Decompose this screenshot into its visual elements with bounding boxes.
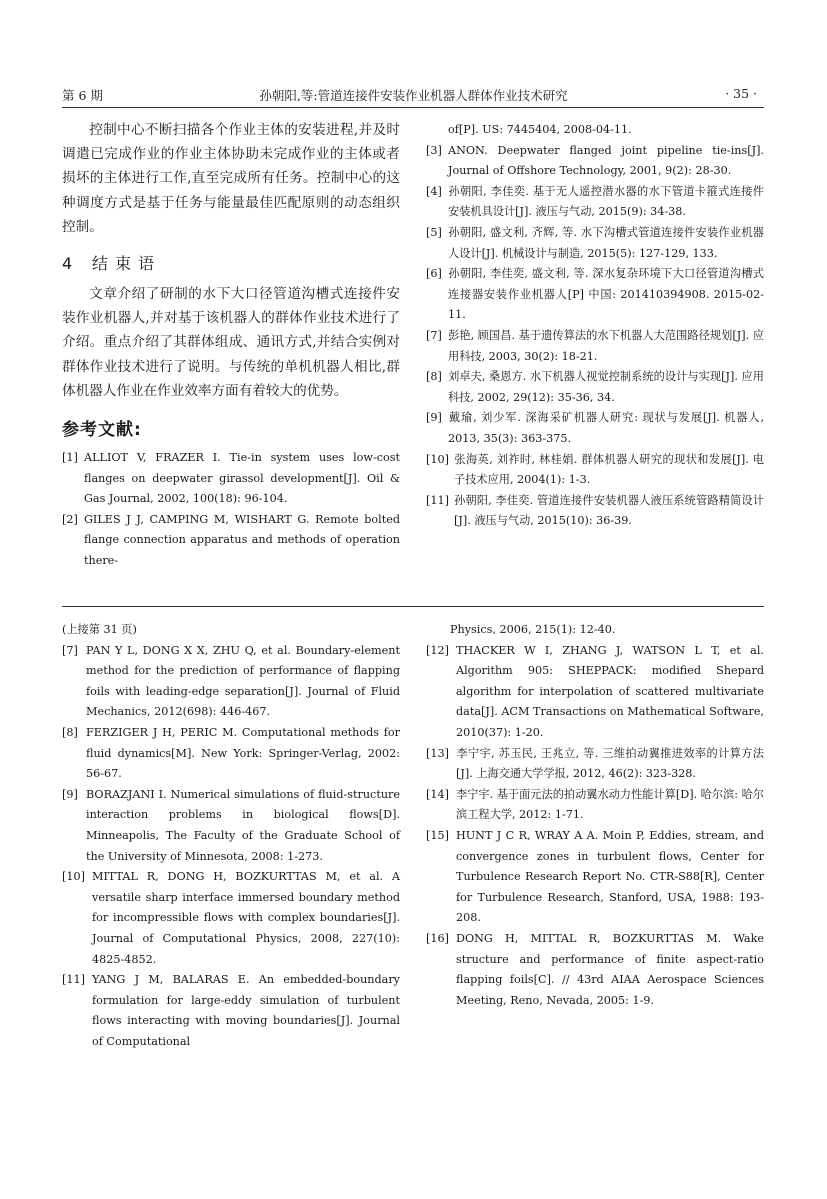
reference-text: 李宁宇, 苏玉民, 王兆立, 等. 三维拍动翼推进效率的计算方法[J]. 上海交通大学学报, 2012, 46(2): 323-328. <box>456 746 764 781</box>
references-heading: 参考文献: <box>62 420 142 441</box>
reference-item <box>426 326 764 367</box>
continued-left-column <box>62 620 400 1052</box>
reference-item <box>426 929 764 1011</box>
reference-tag: [6] <box>426 267 442 281</box>
section-heading <box>62 251 400 274</box>
reference-item <box>426 264 764 326</box>
reference-text: BORAZJANI I. Numerical simulations of fluid-structure interaction problems in biological flows[D]. Minneapolis, The Faculty of the Graduate School of the University of Minnesota, 2008: 1-273. <box>86 787 400 863</box>
reference-item <box>426 744 764 785</box>
reference-tag: [8] <box>426 370 442 384</box>
reference-text: 戴瑜, 刘少军. 深海采矿机器人研究: 现状与发展[J]. 机器人, 2013, 35(3): 363-375. <box>448 411 764 445</box>
header-rule <box>62 107 764 108</box>
reference-tag: [9] <box>62 787 78 801</box>
body-paragraph-1: 控制中心不断扫描各个作业主体的安装进程,并及时调遣已完成作业的作业主体协助未完成作业的主体或者损坏的主体进行工作,直至完成所有任务。控制中心的这种调度方式是基于任务与能量最佳匹配原则的动态组织控制。 <box>62 122 400 235</box>
reference-item <box>426 223 764 264</box>
reference-tag: [11] <box>426 493 449 507</box>
reference-tag: [10] <box>62 870 85 884</box>
reference-item <box>426 182 764 223</box>
reference-text: 彭艳, 顾国昌. 基于遗传算法的水下机器人大范围路径规划[J]. 应用科技, 2003, 30(2): 18-21. <box>448 328 764 363</box>
reference-tag: [4] <box>426 184 442 198</box>
reference-text: HUNT J C R, WRAY A A. Moin P, Eddies, stream, and convergence zones in turbulent flows, Center for Turbulence Research Report No. CTR-S88[R], Center for Turbulence Research, Stanford, USA, 1988: 193-208. <box>456 828 764 925</box>
reference-text: 孙朝阳, 李佳奕. 基于无人遥控潜水器的水下管道卡箍式连接件安装机具设计[J]. 液压与气动, 2015(9): 34-38. <box>448 184 764 219</box>
reference-text: ANON. Deepwater flanged joint pipeline tie-ins[J]. Journal of Offshore Technology, 2001, 9(2): 28-30. <box>448 143 764 178</box>
reference-tag: [9] <box>426 411 442 425</box>
reference-item <box>62 785 400 867</box>
reference-tag: [14] <box>426 787 449 801</box>
reference-text: PAN Y L, DONG X X, ZHU Q, et al. Boundary-element method for the prediction of performance of flapping foils with leading-edge separation[J]. Journal of Fluid Mechanics, 2012(698): 446-467. <box>86 643 400 719</box>
section-number: 4 <box>62 254 74 274</box>
reference-item <box>62 641 400 723</box>
reference-item <box>426 367 764 408</box>
page-number: · 35 · <box>725 86 757 101</box>
reference-item <box>426 641 764 744</box>
continued-right-column <box>426 620 764 1011</box>
reference-tag: [13] <box>426 746 449 760</box>
right-column <box>426 120 764 532</box>
reference-text: MITTAL R, DONG H, BOZKURTTAS M, et al. A versatile sharp interface immersed boundary method for incompressible flows with complex boundaries[J]. Journal of Computational Physics, 2008, 227(10): 4825-4852. <box>92 870 400 966</box>
issue-number: 第 6 期 <box>62 88 103 103</box>
reference-item <box>426 826 764 929</box>
section-title: 结 束 语 <box>92 254 156 274</box>
reference-item <box>426 785 764 826</box>
continued-note: (上接第 31 页) <box>62 623 137 636</box>
reference-text: DONG H, MITTAL R, BOZKURTTAS M. Wake structure and performance of finite aspect-ratio flapping foils[C]. // 43rd AIAA Aerospace Sciences Meeting, Reno, Nevada, 2005: 1-9. <box>456 931 764 1007</box>
reference-tag: [11] <box>62 973 85 987</box>
reference-tag: [15] <box>426 828 449 842</box>
section-divider <box>62 606 764 607</box>
reference-text: THACKER W I, ZHANG J, WATSON L T, et al. Algorithm 905: SHEPPACK: modified Shepard algorithm for interpolation of scattered multivariate data[J]. ACM Transactions on Mathematical Software, 2010(37): 1-20. <box>456 643 764 739</box>
reference-text: 孙朝阳, 李佳奕, 盛文利, 等. 深水复杂环境下大口径管道沟槽式连接器安装作业机器人[P] 中国: 201410394908. 2015-02-11. <box>448 267 764 322</box>
reference-tag: [16] <box>426 931 449 945</box>
body-paragraph-2: 文章介绍了研制的水下大口径管道沟槽式连接件安装作业机器人,并对基于该机器人的群体作业技术进行了介绍。重点介绍了其群体组成、通讯方式,并结合实例对群体作业技术进行了说明。与传统的单机机器人相比,群体机器人作业在作业效率方面有着较大的优势。 <box>62 286 400 399</box>
reference-tag: [8] <box>62 725 78 739</box>
reference-tag: [2] <box>62 512 78 526</box>
reference-tag: [3] <box>426 143 442 157</box>
reference-tag: [10] <box>426 452 449 466</box>
running-title: 孙朝阳,等:管道连接件安装作业机器人群体作业技术研究 <box>259 88 568 103</box>
reference-tag: [12] <box>426 643 449 657</box>
reference-text: 刘卓夫, 桑恩方. 水下机器人视觉控制系统的设计与实现[J]. 应用科技, 2002, 29(12): 35-36, 34. <box>448 370 764 404</box>
reference-tag: [1] <box>62 451 78 465</box>
reference-continuation: Physics, 2006, 215(1): 12-40. <box>450 623 616 636</box>
reference-continuation: of[P]. US: 7445404, 2008-04-11. <box>448 123 632 136</box>
left-column <box>62 118 400 572</box>
reference-item <box>426 491 764 532</box>
reference-text: YANG J M, BALARAS E. An embedded-boundary formulation for large-eddy simulation of turbulent flows interacting with moving boundaries[J]. Journal of Computational <box>92 973 400 1048</box>
reference-tag: [7] <box>426 328 442 342</box>
reference-item <box>62 510 400 572</box>
reference-tag: [7] <box>62 643 78 657</box>
reference-item <box>62 448 400 510</box>
reference-text: GILES J J, CAMPING M, WISHART G. Remote bolted flange connection apparatus and methods of operation there- <box>84 512 400 567</box>
reference-text: 孙朝阳, 李佳奕. 管道连接件安装机器人液压系统管路精简设计[J]. 液压与气动, 2015(10): 36-39. <box>454 493 764 528</box>
reference-text: 张海英, 刘祚时, 林桂娟. 群体机器人研究的现状和发展[J]. 电子技术应用, 2004(1): 1-3. <box>454 452 764 487</box>
reference-item <box>426 408 764 449</box>
reference-text: ALLIOT V, FRAZER I. Tie-in system uses low-cost flanges on deepwater girassol development[J]. Oil & Gas Journal, 2002, 100(18): 96-104. <box>84 451 400 506</box>
reference-text: FERZIGER J H, PERIC M. Computational methods for fluid dynamics[M]. New York: Springer-Verlag, 2002: 56-67. <box>86 725 400 781</box>
reference-item <box>426 450 764 491</box>
reference-tag: [5] <box>426 225 442 239</box>
reference-item <box>426 141 764 182</box>
reference-text: 李宁宇. 基于面元法的拍动翼水动力性能计算[D]. 哈尔滨: 哈尔滨工程大学, 2012: 1-71. <box>456 787 764 822</box>
reference-item <box>62 970 400 1052</box>
reference-item <box>62 867 400 970</box>
reference-text: 孙朝阳, 盛文利, 齐辉, 等. 水下沟槽式管道连接件安装作业机器人设计[J]. 机械设计与制造, 2015(5): 127-129, 133. <box>448 225 764 260</box>
reference-item <box>62 723 400 785</box>
